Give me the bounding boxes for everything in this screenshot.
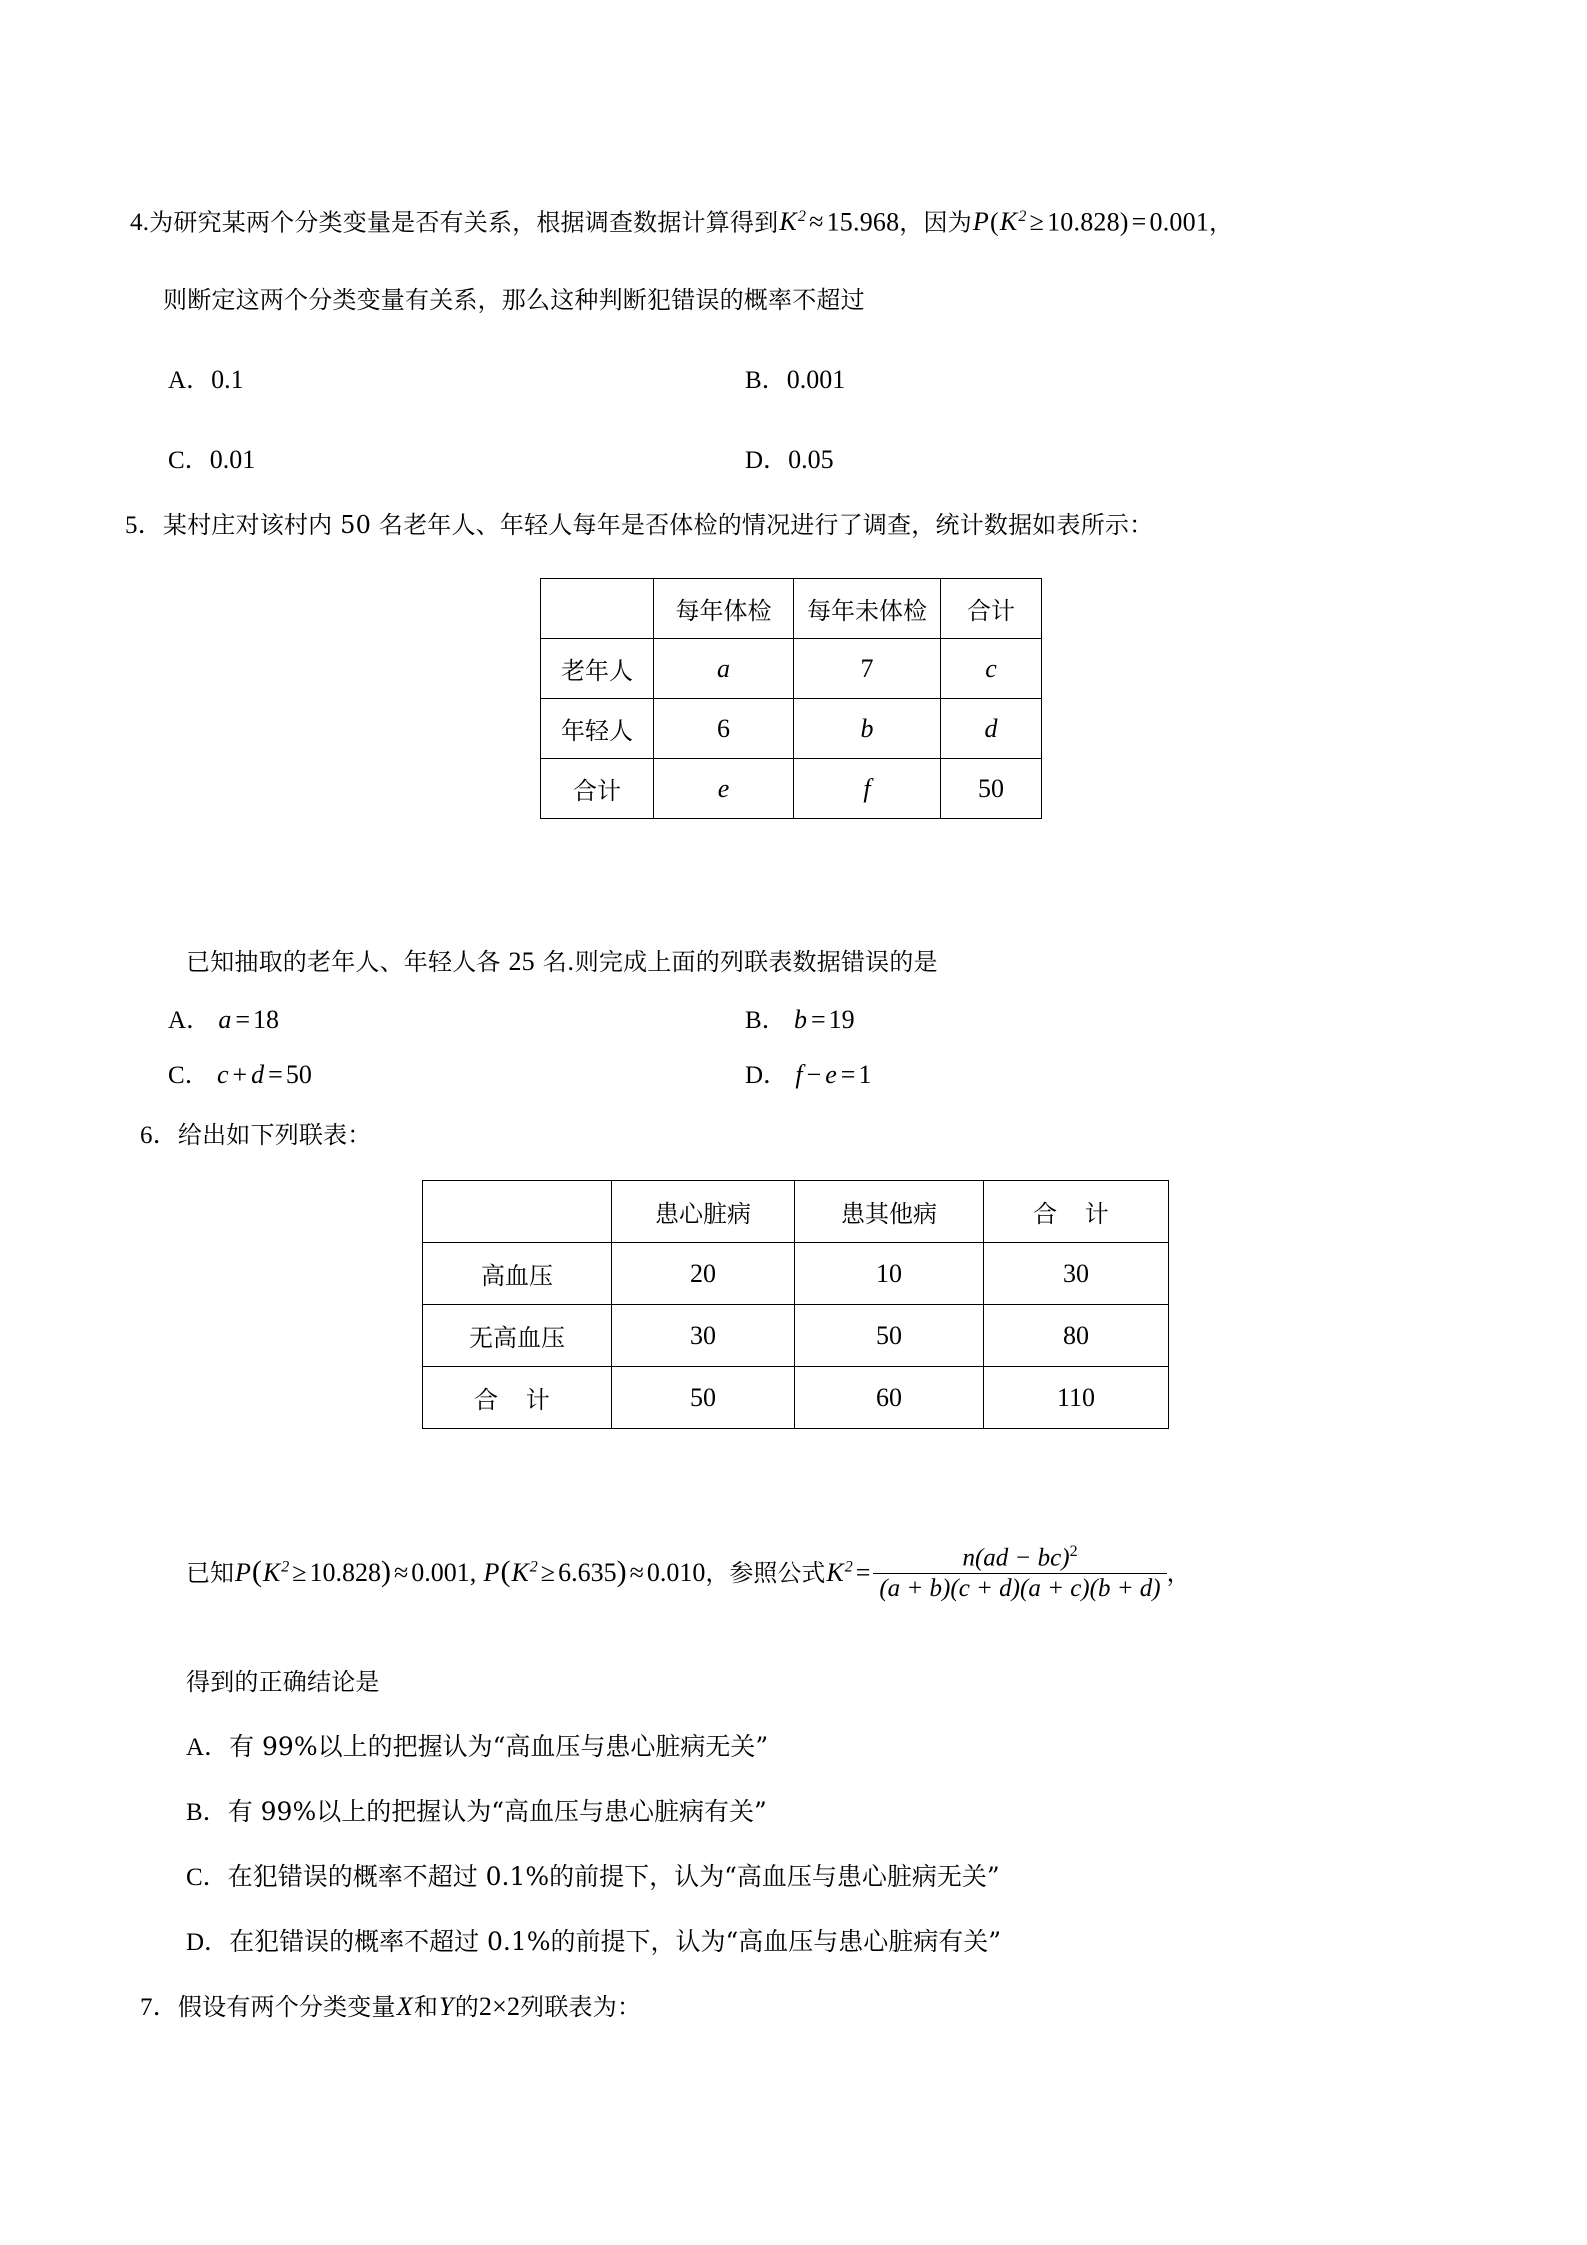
question-6-option-b[interactable] bbox=[186, 1792, 767, 1828]
q4-prob-p: P bbox=[972, 207, 989, 237]
q5-after-p3: 名.则完成上面的列联表数据错误的是 bbox=[542, 948, 938, 976]
question-4-option-c[interactable] bbox=[168, 440, 255, 476]
q5-cell-young-checkup: 6 bbox=[654, 699, 794, 759]
question-4-stem-line-2: 则断定这两个分类变量有关系，那么这种判断犯错误的概率不超过 bbox=[163, 286, 865, 314]
q5-option-b-op: = bbox=[810, 1005, 826, 1034]
q4-prob-result: 0.001 bbox=[1149, 207, 1210, 237]
q5-option-d-var1: f bbox=[795, 1060, 803, 1089]
q6-cell-hyper-total: 30 bbox=[984, 1243, 1169, 1305]
q6-p1-geq: ≥ bbox=[292, 1557, 307, 1587]
q6-option-a-label: A． bbox=[186, 1734, 230, 1761]
question-4-option-d[interactable] bbox=[745, 440, 834, 476]
q6-cell-total-heart: 50 bbox=[612, 1367, 795, 1429]
q5-after-p1: 已知抽取的 bbox=[186, 948, 307, 976]
q5-option-c-label: C． bbox=[168, 1062, 210, 1089]
q6-p1-approx: ≈ bbox=[394, 1557, 409, 1587]
q6-cell-nohyper-other: 50 bbox=[795, 1305, 984, 1367]
question-5-stem-text: 某村庄对该村内 50 名老年人、年轻人每年是否体检的情况进行了调查，统计数据如表所示： bbox=[162, 511, 1154, 539]
table-row-header bbox=[423, 1181, 1169, 1243]
q5-row-total-label: 合计 bbox=[541, 759, 654, 819]
question-6-stem-text: 给出如下列联表： bbox=[177, 1121, 372, 1149]
q6-cell-nohyper-heart: 30 bbox=[612, 1305, 795, 1367]
q5-option-b-label: B． bbox=[745, 1007, 787, 1034]
q5-option-b-value: 19 bbox=[828, 1005, 855, 1034]
q6-cell-total-other: 60 bbox=[795, 1367, 984, 1429]
q5-header-annual-checkup: 每年体检 bbox=[654, 579, 794, 639]
question-6-option-d[interactable] bbox=[186, 1922, 1001, 1958]
q7-variable-x: X bbox=[396, 1992, 413, 2021]
q5-header-no-checkup: 每年未体检 bbox=[794, 579, 941, 639]
q6-option-d-label: D． bbox=[186, 1929, 230, 1956]
q4-option-a-label: A． bbox=[168, 367, 212, 394]
q6-p2-approx: ≈ bbox=[629, 1557, 644, 1587]
q6-option-b-text: 有 99%以上的把握认为“高血压与患心脏病有关” bbox=[227, 1797, 767, 1826]
q4-k-value: 15.968 bbox=[826, 207, 900, 237]
q6-p2-open-paren: ( bbox=[500, 1554, 511, 1588]
q6-header-heart-disease: 患心脏病 bbox=[612, 1181, 795, 1243]
q5-header-corner bbox=[541, 579, 654, 639]
question-5-after-table-text bbox=[186, 945, 938, 979]
question-5-number: 5． bbox=[125, 512, 163, 539]
q6-row-hypertension-label: 高血压 bbox=[423, 1243, 612, 1305]
table-row bbox=[423, 1305, 1169, 1367]
q4-option-c-value: 0.01 bbox=[209, 445, 256, 474]
q4-k-symbol-2: K bbox=[999, 207, 1018, 237]
q4-prob-open-paren: ( bbox=[990, 207, 999, 237]
q5-row-elderly-label: 老年人 bbox=[541, 639, 654, 699]
q4-option-b-value: 0.001 bbox=[786, 365, 846, 394]
q4-comma-1: ， bbox=[899, 208, 924, 237]
q5-option-c-op: = bbox=[268, 1060, 283, 1089]
q5-cell-elderly-nocheckup: 7 bbox=[794, 639, 941, 699]
question-5-stem bbox=[125, 508, 1153, 543]
q4-option-c-label: C． bbox=[168, 447, 210, 474]
q6-option-c-text: 在犯错误的概率不超过 0.1%的前提下，认为“高血压与患心脏病无关” bbox=[227, 1862, 1000, 1891]
q4-k-exponent-1: 2 bbox=[797, 208, 807, 225]
question-4-option-b[interactable] bbox=[745, 360, 845, 396]
q4-prob-close-paren: ) bbox=[1119, 207, 1129, 237]
q4-option-d-value: 0.05 bbox=[788, 445, 834, 474]
q6-p1-symbol: P bbox=[235, 1557, 251, 1587]
q5-option-c-plus: + bbox=[232, 1060, 248, 1089]
q5-option-c-var2: d bbox=[251, 1060, 265, 1089]
q6-header-total: 合 计 bbox=[984, 1181, 1169, 1243]
q5-option-d-value: 1 bbox=[858, 1060, 872, 1089]
q5-option-a-op: = bbox=[235, 1005, 250, 1034]
q6-header-corner bbox=[423, 1181, 612, 1243]
q5-row-young-label: 年轻人 bbox=[541, 699, 654, 759]
q4-equals-sign: = bbox=[1131, 207, 1147, 237]
q6-formula-sep-1: , bbox=[469, 1557, 477, 1587]
q5-cell-young-nocheckup: b bbox=[794, 699, 941, 759]
question-7-number: 7． bbox=[140, 1994, 178, 2021]
q5-option-b-var: b bbox=[793, 1005, 807, 1034]
q6-row-total-label: 合 计 bbox=[423, 1367, 612, 1429]
q6-p2-k-exp: 2 bbox=[529, 1558, 538, 1576]
question-5-option-d[interactable] bbox=[745, 1055, 871, 1091]
q6-cell-grand-total: 110 bbox=[984, 1367, 1169, 1429]
q6-formula-trailing: ， bbox=[1166, 1558, 1191, 1587]
q5-option-a-var: a bbox=[218, 1005, 232, 1034]
q6-p2-result: 0.010 bbox=[646, 1557, 706, 1587]
q4-threshold-value: 10.828 bbox=[1047, 207, 1120, 237]
question-5-option-b[interactable] bbox=[745, 1000, 855, 1036]
question-4-stem-text-2: 因为 bbox=[923, 208, 972, 237]
q5-after-count: 25 bbox=[508, 947, 535, 976]
question-5-contingency-table bbox=[540, 578, 1042, 819]
q6-k-squared-fraction bbox=[873, 1543, 1166, 1603]
q5-option-a-label: A． bbox=[168, 1007, 212, 1034]
question-7-stem bbox=[140, 1990, 641, 2025]
table-row-header bbox=[541, 579, 1042, 639]
q5-after-p2: 老年人、年轻人各 bbox=[307, 948, 501, 976]
q5-cell-total-nocheckup: f bbox=[794, 759, 941, 819]
q7-variable-y: Y bbox=[439, 1992, 454, 2021]
table-row bbox=[423, 1243, 1169, 1305]
q6-cell-hyper-heart: 20 bbox=[612, 1243, 795, 1305]
q7-stem-p2: 的 bbox=[454, 1993, 479, 2021]
q6-option-b-label: B． bbox=[186, 1799, 228, 1826]
table-row bbox=[541, 759, 1042, 819]
q6-numerator-exponent: 2 bbox=[1069, 1543, 1078, 1560]
table-row bbox=[541, 699, 1042, 759]
q6-formula-prefix: 已知 bbox=[186, 1558, 234, 1587]
question-6-conclusion-prompt: 得到的正确结论是 bbox=[186, 1668, 380, 1696]
q6-cell-nohyper-total: 80 bbox=[984, 1305, 1169, 1367]
q6-numerator-expr: n(ad − bc) bbox=[962, 1544, 1070, 1572]
q4-k-exponent-2: 2 bbox=[1018, 208, 1027, 225]
q5-cell-elderly-total: c bbox=[941, 639, 1042, 699]
q4-comma-2: ， bbox=[1209, 208, 1234, 237]
q5-option-c-var1: c bbox=[216, 1060, 229, 1089]
q6-formula-lhs-exp: 2 bbox=[844, 1558, 853, 1576]
question-6-number: 6． bbox=[140, 1122, 178, 1149]
q6-p1-k: K bbox=[262, 1557, 281, 1587]
q6-row-no-hypertension-label: 无高血压 bbox=[423, 1305, 612, 1367]
q7-stem-p1: 假设有两个分类变量 bbox=[177, 1993, 396, 2021]
question-6-option-c[interactable] bbox=[186, 1857, 1000, 1893]
question-4-stem-line-1 bbox=[130, 200, 1233, 240]
q5-header-total: 合计 bbox=[941, 579, 1042, 639]
question-6-contingency-table bbox=[422, 1180, 1169, 1429]
q4-option-a-value: 0.1 bbox=[211, 365, 244, 394]
q6-p1-value: 10.828 bbox=[309, 1557, 382, 1587]
q6-option-d-text: 在犯错误的概率不超过 0.1%的前提下，认为“高血压与患心脏病有关” bbox=[229, 1927, 1002, 1956]
question-6-option-a[interactable] bbox=[186, 1727, 768, 1763]
q6-option-c-label: C． bbox=[186, 1864, 228, 1891]
q5-cell-elderly-checkup: a bbox=[654, 639, 794, 699]
q4-geq-sign: ≥ bbox=[1029, 207, 1045, 237]
question-6-stem bbox=[140, 1118, 372, 1153]
q6-p2-close-paren: ) bbox=[616, 1554, 627, 1588]
question-4-stem-text-1: 为研究某两个分类变量是否有关系，根据调查数据计算得到 bbox=[149, 208, 779, 237]
q7-and: 和 bbox=[413, 1993, 439, 2021]
question-4-number: 4. bbox=[130, 209, 150, 237]
question-6-formula-line bbox=[186, 1545, 1191, 1605]
q5-cell-young-total: d bbox=[941, 699, 1042, 759]
q6-p1-open-paren: ( bbox=[251, 1554, 262, 1588]
q6-fraction-denominator: (a + b)(c + d)(a + c)(b + d) bbox=[873, 1573, 1166, 1603]
question-5-option-a[interactable] bbox=[168, 1000, 279, 1036]
q6-fraction-numerator bbox=[873, 1543, 1166, 1573]
q4-option-b-label: B． bbox=[745, 367, 787, 394]
q6-p1-k-exp: 2 bbox=[281, 1558, 290, 1576]
q5-option-d-var2: e bbox=[825, 1060, 837, 1089]
q7-stem-p3: 列联表为： bbox=[520, 1993, 642, 2021]
q5-option-d-op: = bbox=[840, 1060, 856, 1089]
q6-p2-geq: ≥ bbox=[540, 1557, 556, 1587]
q6-formula-lhs-k: K bbox=[826, 1557, 844, 1587]
question-5-option-c[interactable] bbox=[168, 1055, 312, 1091]
q4-k-symbol-1: K bbox=[779, 207, 797, 237]
q5-option-a-value: 18 bbox=[252, 1005, 279, 1034]
q6-cell-hyper-other: 10 bbox=[795, 1243, 984, 1305]
q6-option-a-text: 有 99%以上的把握认为“高血压与患心脏病无关” bbox=[229, 1732, 769, 1761]
q6-header-other-disease: 患其他病 bbox=[795, 1181, 984, 1243]
q5-cell-grand-total: 50 bbox=[941, 759, 1042, 819]
q5-option-d-label: D． bbox=[745, 1062, 789, 1089]
q6-formula-sep-2: ， bbox=[705, 1558, 730, 1587]
question-4-option-a[interactable] bbox=[168, 360, 244, 396]
q6-p2-value: 6.635 bbox=[558, 1557, 617, 1587]
q6-p2-k: K bbox=[511, 1557, 529, 1587]
q4-option-d-label: D． bbox=[745, 447, 789, 474]
table-row bbox=[541, 639, 1042, 699]
q5-option-d-minus: − bbox=[806, 1060, 822, 1089]
q5-cell-total-checkup: e bbox=[654, 759, 794, 819]
q4-approx-1: ≈ bbox=[809, 207, 824, 237]
q6-p1-result: 0.001 bbox=[411, 1557, 470, 1587]
q6-p1-close-paren: ) bbox=[381, 1554, 392, 1588]
q6-formula-equals: = bbox=[855, 1557, 871, 1587]
q6-p2-symbol: P bbox=[483, 1557, 500, 1587]
q5-option-c-value: 50 bbox=[285, 1060, 312, 1089]
q6-formula-ref-text: 参照公式 bbox=[729, 1558, 826, 1587]
q7-table-dimension: 2×2 bbox=[478, 1992, 521, 2021]
table-row bbox=[423, 1367, 1169, 1429]
